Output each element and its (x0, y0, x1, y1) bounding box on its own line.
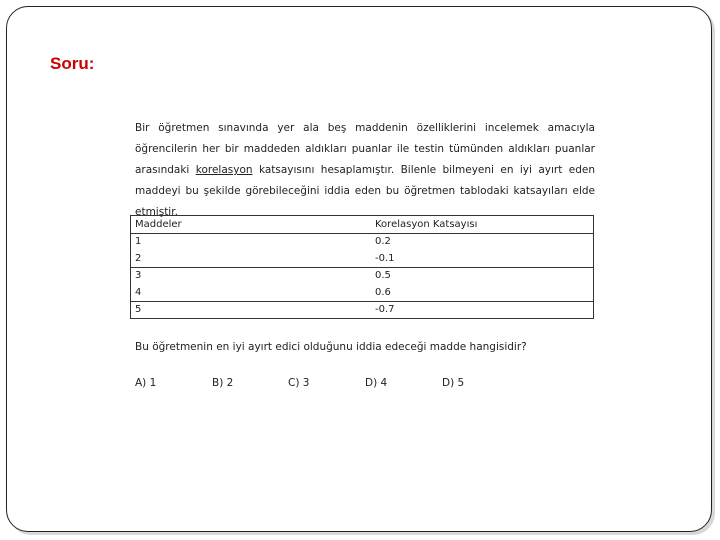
coef-cell: 0.6 (371, 284, 594, 301)
header-coefficient: Korelasyon Katsayısı (371, 216, 594, 234)
question-document (135, 118, 595, 223)
option-d[interactable]: D) 4 (365, 377, 388, 389)
question-text: Bu öğretmenin en iyi ayırt edici olduğunu iddia edeceği madde hangisidir? (135, 341, 527, 353)
table-row (131, 267, 594, 284)
item-cell: 4 (131, 284, 372, 301)
intro-paragraph (135, 118, 595, 223)
option-e[interactable]: D) 5 (442, 377, 465, 389)
table-row (131, 284, 594, 301)
intro-text-2: katsayısını hesaplamıştır. Bilenle bilmeyeni en iyi ayırt eden maddeyi bu şekilde görebileceğini iddia eden bu öğretmen tablodaki katsayıları elde etmiştir. (135, 164, 595, 218)
coef-cell: -0.1 (371, 250, 594, 267)
table-header-row (131, 216, 594, 234)
option-b[interactable]: B) 2 (212, 377, 234, 389)
item-cell: 1 (135, 236, 142, 248)
correlation-table (130, 215, 594, 319)
item-cell: 2 (131, 250, 372, 267)
table-row (131, 233, 594, 250)
option-a[interactable]: A) 1 (135, 377, 157, 389)
intro-text-1: Bir öğretmen sınavında yer ala beş maddenin özelliklerini incelemek amacıyla öğrencilerin her bir maddeden aldıkları puanlar ile testin tümünden aldıkları puanlar arasındaki (135, 122, 595, 176)
item-cell: 3 (135, 270, 142, 282)
header-items: Maddeler (131, 216, 372, 234)
coef-cell: 0.5 (375, 270, 391, 282)
table-row (131, 250, 594, 267)
item-cell: 5 (135, 304, 142, 316)
option-c[interactable]: C) 3 (288, 377, 310, 389)
coef-cell: 0.2 (375, 236, 391, 248)
intro-underlined-term: korelasyon (195, 164, 253, 176)
coef-cell: -0.7 (375, 304, 395, 316)
slide-title: Soru: (50, 54, 95, 73)
table-row (131, 301, 594, 319)
